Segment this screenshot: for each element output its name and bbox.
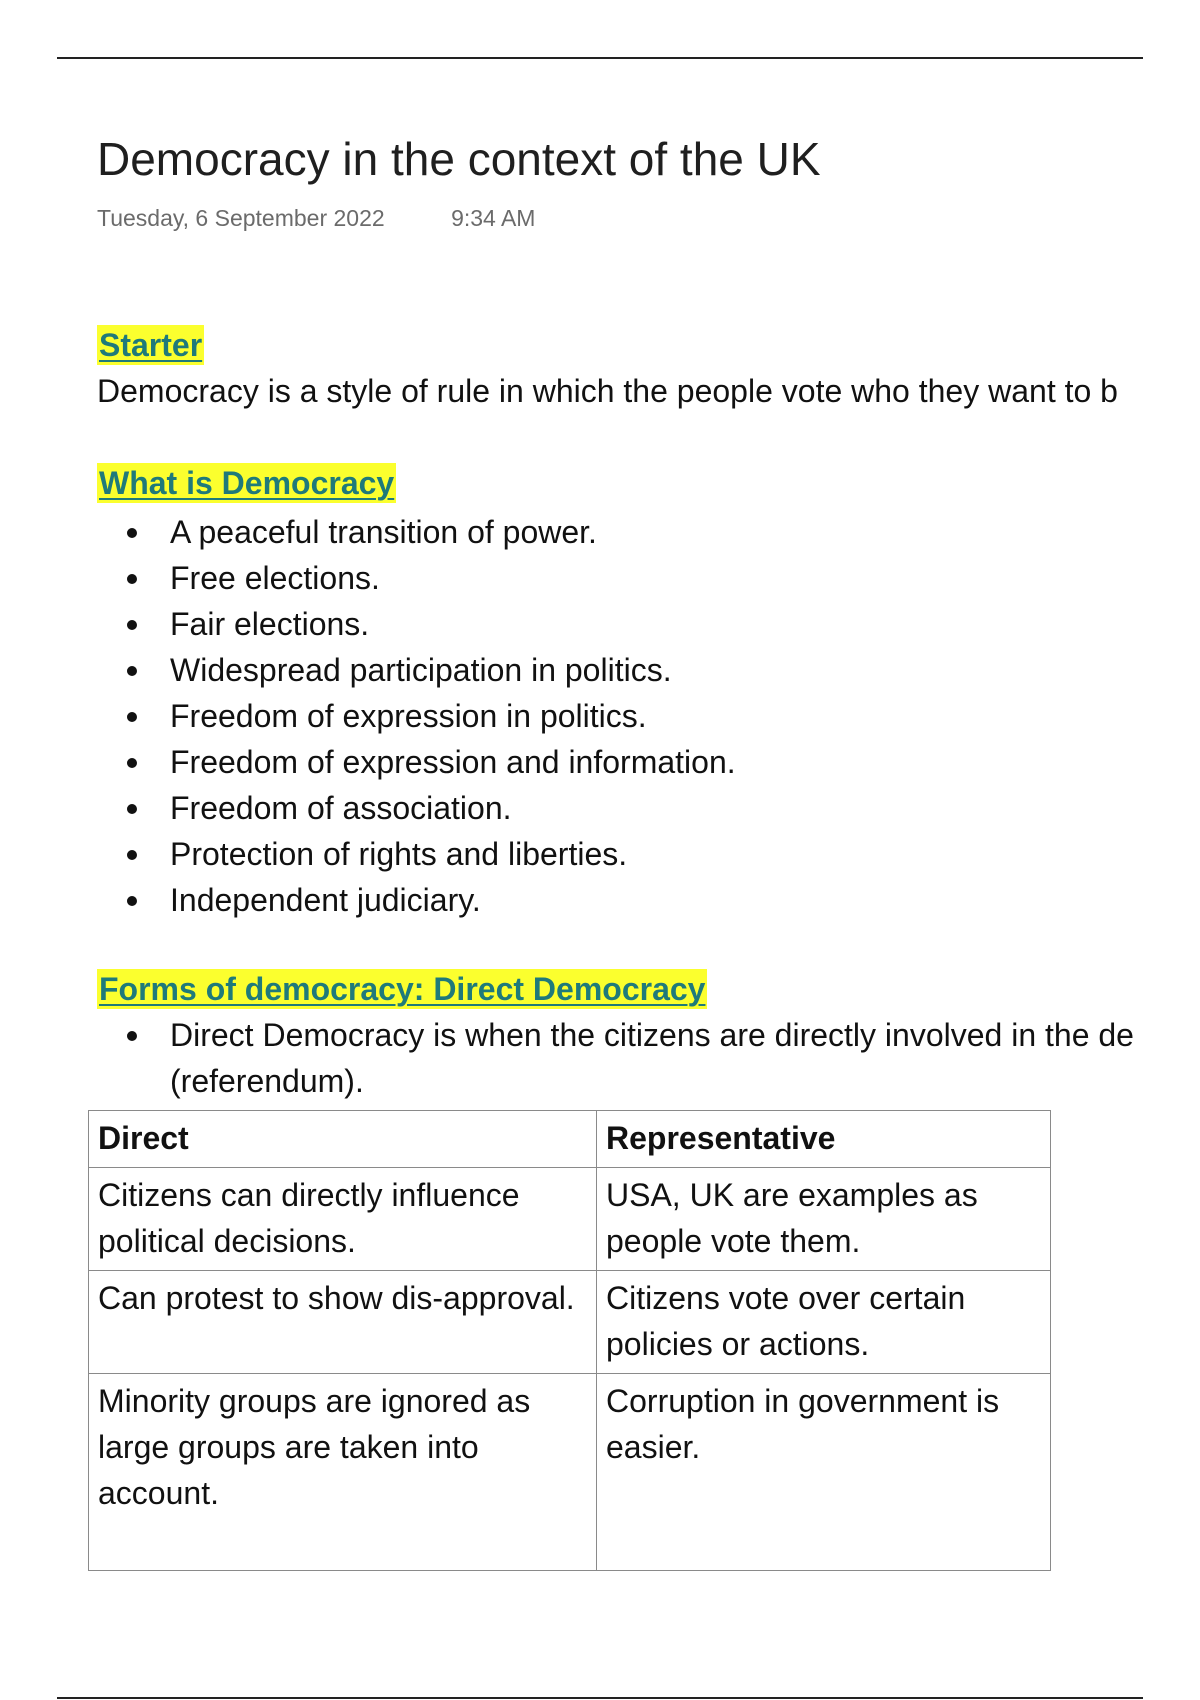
direct-democracy-list <box>97 1012 1200 1104</box>
list-item-text: Free elections. <box>170 560 380 596</box>
list-item <box>97 877 736 923</box>
starter-heading: Starter <box>99 327 203 363</box>
bullet-icon <box>127 804 137 814</box>
list-item <box>97 831 736 877</box>
page-meta <box>97 205 535 232</box>
page-date: Tuesday, 6 September 2022 <box>97 205 385 231</box>
list-item-text: Freedom of expression in politics. <box>170 698 647 734</box>
list-item <box>97 509 736 555</box>
list-item-text: A peaceful transition of power. <box>170 514 597 550</box>
bullet-icon <box>127 574 137 584</box>
column-header-direct: Direct <box>89 1111 597 1168</box>
list-item-text: Independent judiciary. <box>170 882 481 918</box>
list-item <box>97 601 736 647</box>
table-cell: Can protest to show dis-approval. <box>89 1271 597 1374</box>
what-is-democracy-heading: What is Democracy <box>99 465 395 501</box>
table-cell: USA, UK are examples as people vote them. <box>597 1168 1051 1271</box>
list-item <box>97 1012 1200 1104</box>
list-item-text: Protection of rights and liberties. <box>170 836 628 872</box>
bullet-icon <box>127 620 137 630</box>
table-cell: Citizens can directly influence political decisions. <box>89 1168 597 1271</box>
table-cell: Corruption in government is easier. <box>597 1374 1051 1571</box>
list-item-text: Fair elections. <box>170 606 370 642</box>
bullet-icon <box>127 758 137 768</box>
bullet-icon <box>127 712 137 722</box>
starter-text: Democracy is a style of rule in which the people vote who they want to b <box>97 373 1118 409</box>
bullet-icon <box>127 896 137 906</box>
list-item <box>97 739 736 785</box>
bullet-icon <box>127 528 137 538</box>
list-item <box>97 785 736 831</box>
bullet-icon <box>127 850 137 860</box>
bullet-icon <box>127 1031 137 1041</box>
table-row <box>89 1168 1051 1271</box>
list-item-text: Widespread participation in politics. <box>170 652 672 688</box>
top-divider <box>57 57 1143 59</box>
list-item <box>97 647 736 693</box>
bottom-divider <box>57 1697 1143 1699</box>
column-header-representative: Representative <box>597 1111 1051 1168</box>
comparison-table <box>88 1110 1051 1571</box>
democracy-features-list <box>97 509 736 923</box>
forms-of-democracy-heading: Forms of democracy: Direct Democracy <box>99 971 706 1007</box>
list-item-text: Freedom of association. <box>170 790 512 826</box>
table-cell: Citizens vote over certain policies or actions. <box>597 1271 1051 1374</box>
direct-democracy-definition-cont: (referendum). <box>170 1063 364 1099</box>
direct-democracy-definition: Direct Democracy is when the citizens are directly involved in the de <box>170 1017 1134 1053</box>
page-title: Democracy in the context of the UK <box>97 133 821 185</box>
page-time: 9:34 AM <box>451 205 536 231</box>
list-item <box>97 693 736 739</box>
bullet-icon <box>127 666 137 676</box>
table-cell: Minority groups are ignored as large groups are taken into account. <box>89 1374 597 1571</box>
list-item-text: Freedom of expression and information. <box>170 744 736 780</box>
table-row <box>89 1271 1051 1374</box>
table-header-row <box>89 1111 1051 1168</box>
list-item <box>97 555 736 601</box>
table-row <box>89 1374 1051 1571</box>
